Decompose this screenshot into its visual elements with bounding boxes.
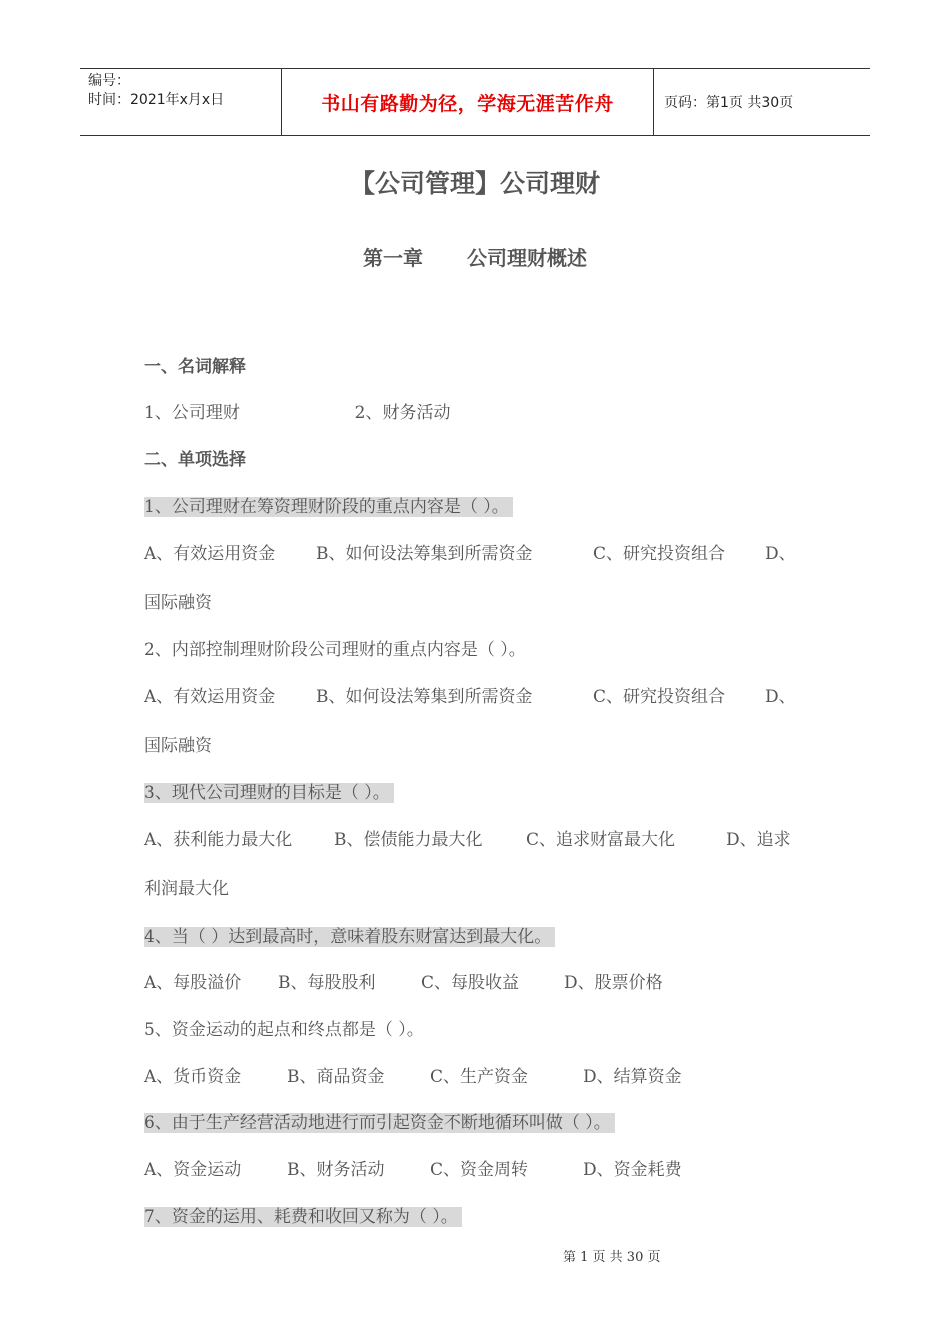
number-label: 编号：: [88, 73, 130, 89]
question-2: [144, 638, 526, 662]
option-c: C、研究投资组合: [593, 687, 726, 707]
question-4: [144, 925, 555, 949]
question-text: 7、资金的运用、耗费和收回又称为（ ）。: [144, 1207, 462, 1227]
question-6: [144, 1111, 615, 1135]
option-d: D、: [765, 544, 796, 564]
option-a: A、有效运用资金: [144, 687, 276, 707]
question-text: 3、现代公司理财的目标是（ ）。: [144, 783, 394, 803]
header-page-cell: [654, 69, 870, 135]
option-a: A、资金运动: [144, 1160, 242, 1180]
options-3: [144, 828, 791, 852]
option-c: C、研究投资组合: [593, 544, 726, 564]
options-1: [144, 542, 796, 566]
options-4: [144, 971, 663, 995]
option-d: D、: [765, 687, 796, 707]
option-d: D、股票价格: [564, 973, 663, 993]
page-info: 页码：第1页 共30页: [664, 95, 794, 111]
option-b: B、偿债能力最大化: [334, 830, 483, 850]
question-7: [144, 1205, 462, 1229]
option-d-continued: 国际融资: [144, 593, 212, 613]
option-a: A、每股溢价: [144, 973, 242, 993]
question-text: 2、内部控制理财阶段公司理财的重点内容是（ ）。: [144, 640, 526, 660]
option-a: A、获利能力最大化: [144, 830, 293, 850]
options-6: [144, 1158, 682, 1182]
option-c: C、追求财富最大化: [526, 830, 676, 850]
section-heading-terms: 一、名词解释: [144, 357, 246, 377]
document-title: 【公司管理】公司理财: [349, 169, 600, 198]
chapter-number: 第一章: [363, 246, 423, 270]
terms-list: [144, 401, 450, 425]
option-d-continued: 国际融资: [144, 736, 212, 756]
option-c: C、资金周转: [430, 1160, 529, 1180]
option-d: D、追求: [726, 830, 791, 850]
question-text: 4、当（ ）达到最高时，意味着股东财富达到最大化。: [144, 927, 555, 947]
option-b: B、每股股利: [278, 973, 376, 993]
question-text: 1、公司理财在筹资理财阶段的重点内容是（ ）。: [144, 497, 513, 517]
options-5: [144, 1065, 682, 1089]
chapter-heading: [0, 242, 950, 271]
question-5: [144, 1018, 424, 1042]
page-footer: 第 1 页 共 30 页: [563, 1250, 661, 1265]
chapter-name: 公司理财概述: [467, 246, 587, 270]
section-heading-single-choice: 二、单项选择: [144, 450, 246, 470]
option-b: B、如何设法筹集到所需资金: [316, 687, 533, 707]
question-1: [144, 495, 513, 519]
time-label: 时间：2021年x月x日: [88, 92, 225, 108]
option-c: C、每股收益: [421, 973, 520, 993]
question-text: 5、资金运动的起点和终点都是（ ）。: [144, 1020, 424, 1040]
option-d: D、结算资金: [583, 1067, 682, 1087]
option-a: A、有效运用资金: [144, 544, 276, 564]
option-b: B、如何设法筹集到所需资金: [316, 544, 533, 564]
term-item-2: 2、财务活动: [354, 403, 451, 423]
question-3: [144, 781, 394, 805]
option-d: D、资金耗费: [583, 1160, 682, 1180]
header-motto-cell: [281, 69, 654, 135]
header-left-cell: [80, 69, 281, 135]
option-b: B、财务活动: [287, 1160, 385, 1180]
term-item-1: 1、公司理财: [144, 403, 240, 423]
options-2: [144, 685, 796, 709]
question-text: 6、由于生产经营活动地进行而引起资金不断地循环叫做（ ）。: [144, 1113, 615, 1133]
motto-text: 书山有路勤为径，学海无涯苦作舟: [321, 92, 614, 115]
option-b: B、商品资金: [287, 1067, 385, 1087]
option-d-continued: 利润最大化: [144, 879, 229, 899]
option-a: A、货币资金: [144, 1067, 242, 1087]
option-c: C、生产资金: [430, 1067, 529, 1087]
page-header: [80, 68, 870, 136]
